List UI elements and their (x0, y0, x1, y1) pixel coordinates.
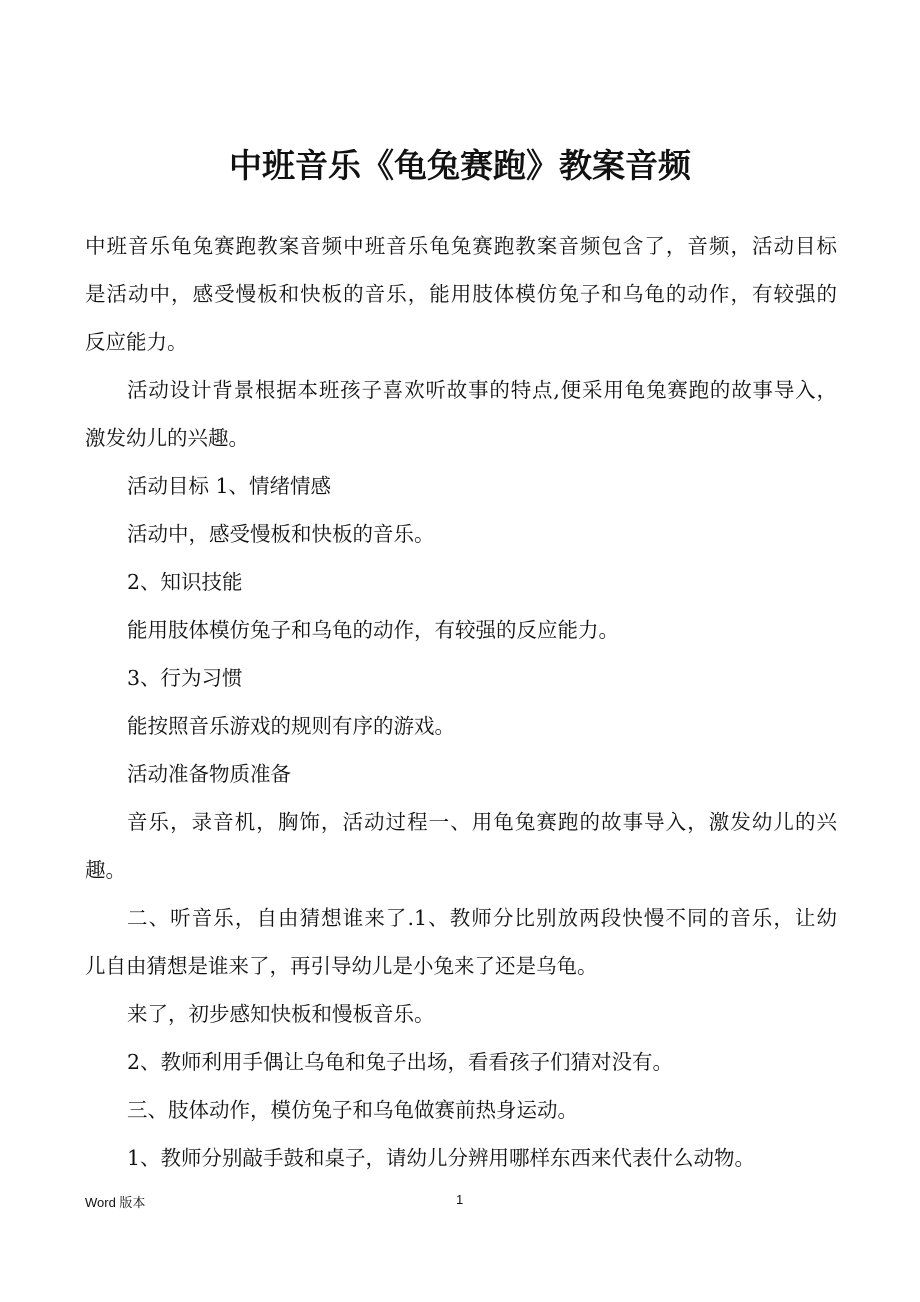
document-body (85, 222, 837, 1182)
text-line: 2、教师利用手偶让乌龟和兔子出场，看看孩子们猜对没有。 (127, 1050, 674, 1074)
text-line: 音乐，录音机，胸饰，活动过程一、用龟兔赛跑的故事导入，激发幼儿的兴 (127, 810, 837, 834)
text-line: 活动设计背景根据本班孩子喜欢听故事的特点,便采用龟兔赛跑的故事导入， (127, 378, 837, 402)
text-line: 3、行为习惯 (127, 666, 243, 690)
text-line: 活动中，感受慢板和快板的音乐。 (127, 522, 435, 546)
text-line: 能按照音乐游戏的规则有序的游戏。 (127, 714, 455, 738)
text-line: 来了，初步感知快板和慢板音乐。 (127, 1002, 435, 1026)
text-line: 2、知识技能 (127, 570, 243, 594)
text-line: 二、听音乐，自由猜想谁来了.1、教师分比别放两段快慢不同的音乐，让幼 (127, 906, 837, 930)
document-title: 中班音乐《龟兔赛跑》教案音频 (229, 146, 691, 185)
text-line: 儿自由猜想是谁来了，再引导幼儿是小兔来了还是乌龟。 (85, 954, 598, 978)
text-line: 1、教师分别敲手鼓和桌子，请幼儿分辨用哪样东西来代表什么动物。 (127, 1146, 756, 1170)
footer-label: Word 版本 (85, 1195, 146, 1210)
text-line: 激发幼儿的兴趣。 (85, 426, 249, 450)
text-line: 活动目标 1、情绪情感 (127, 474, 332, 498)
text-line: 中班音乐龟兔赛跑教案音频中班音乐龟兔赛跑教案音频包含了，音频，活动目标 (85, 234, 837, 258)
text-line: 能用肢体模仿兔子和乌龟的动作，有较强的反应能力。 (127, 618, 619, 642)
text-line: 反应能力。 (85, 330, 188, 354)
page-number: 1 (456, 1192, 464, 1207)
text-line: 三、肢体动作，模仿兔子和乌龟做赛前热身运动。 (127, 1098, 578, 1122)
text-line: 趣。 (85, 858, 126, 882)
text-line: 是活动中，感受慢板和快板的音乐，能用肢体模仿兔子和乌龟的动作，有较强的 (85, 282, 837, 306)
text-line: 活动准备物质准备 (127, 762, 291, 786)
